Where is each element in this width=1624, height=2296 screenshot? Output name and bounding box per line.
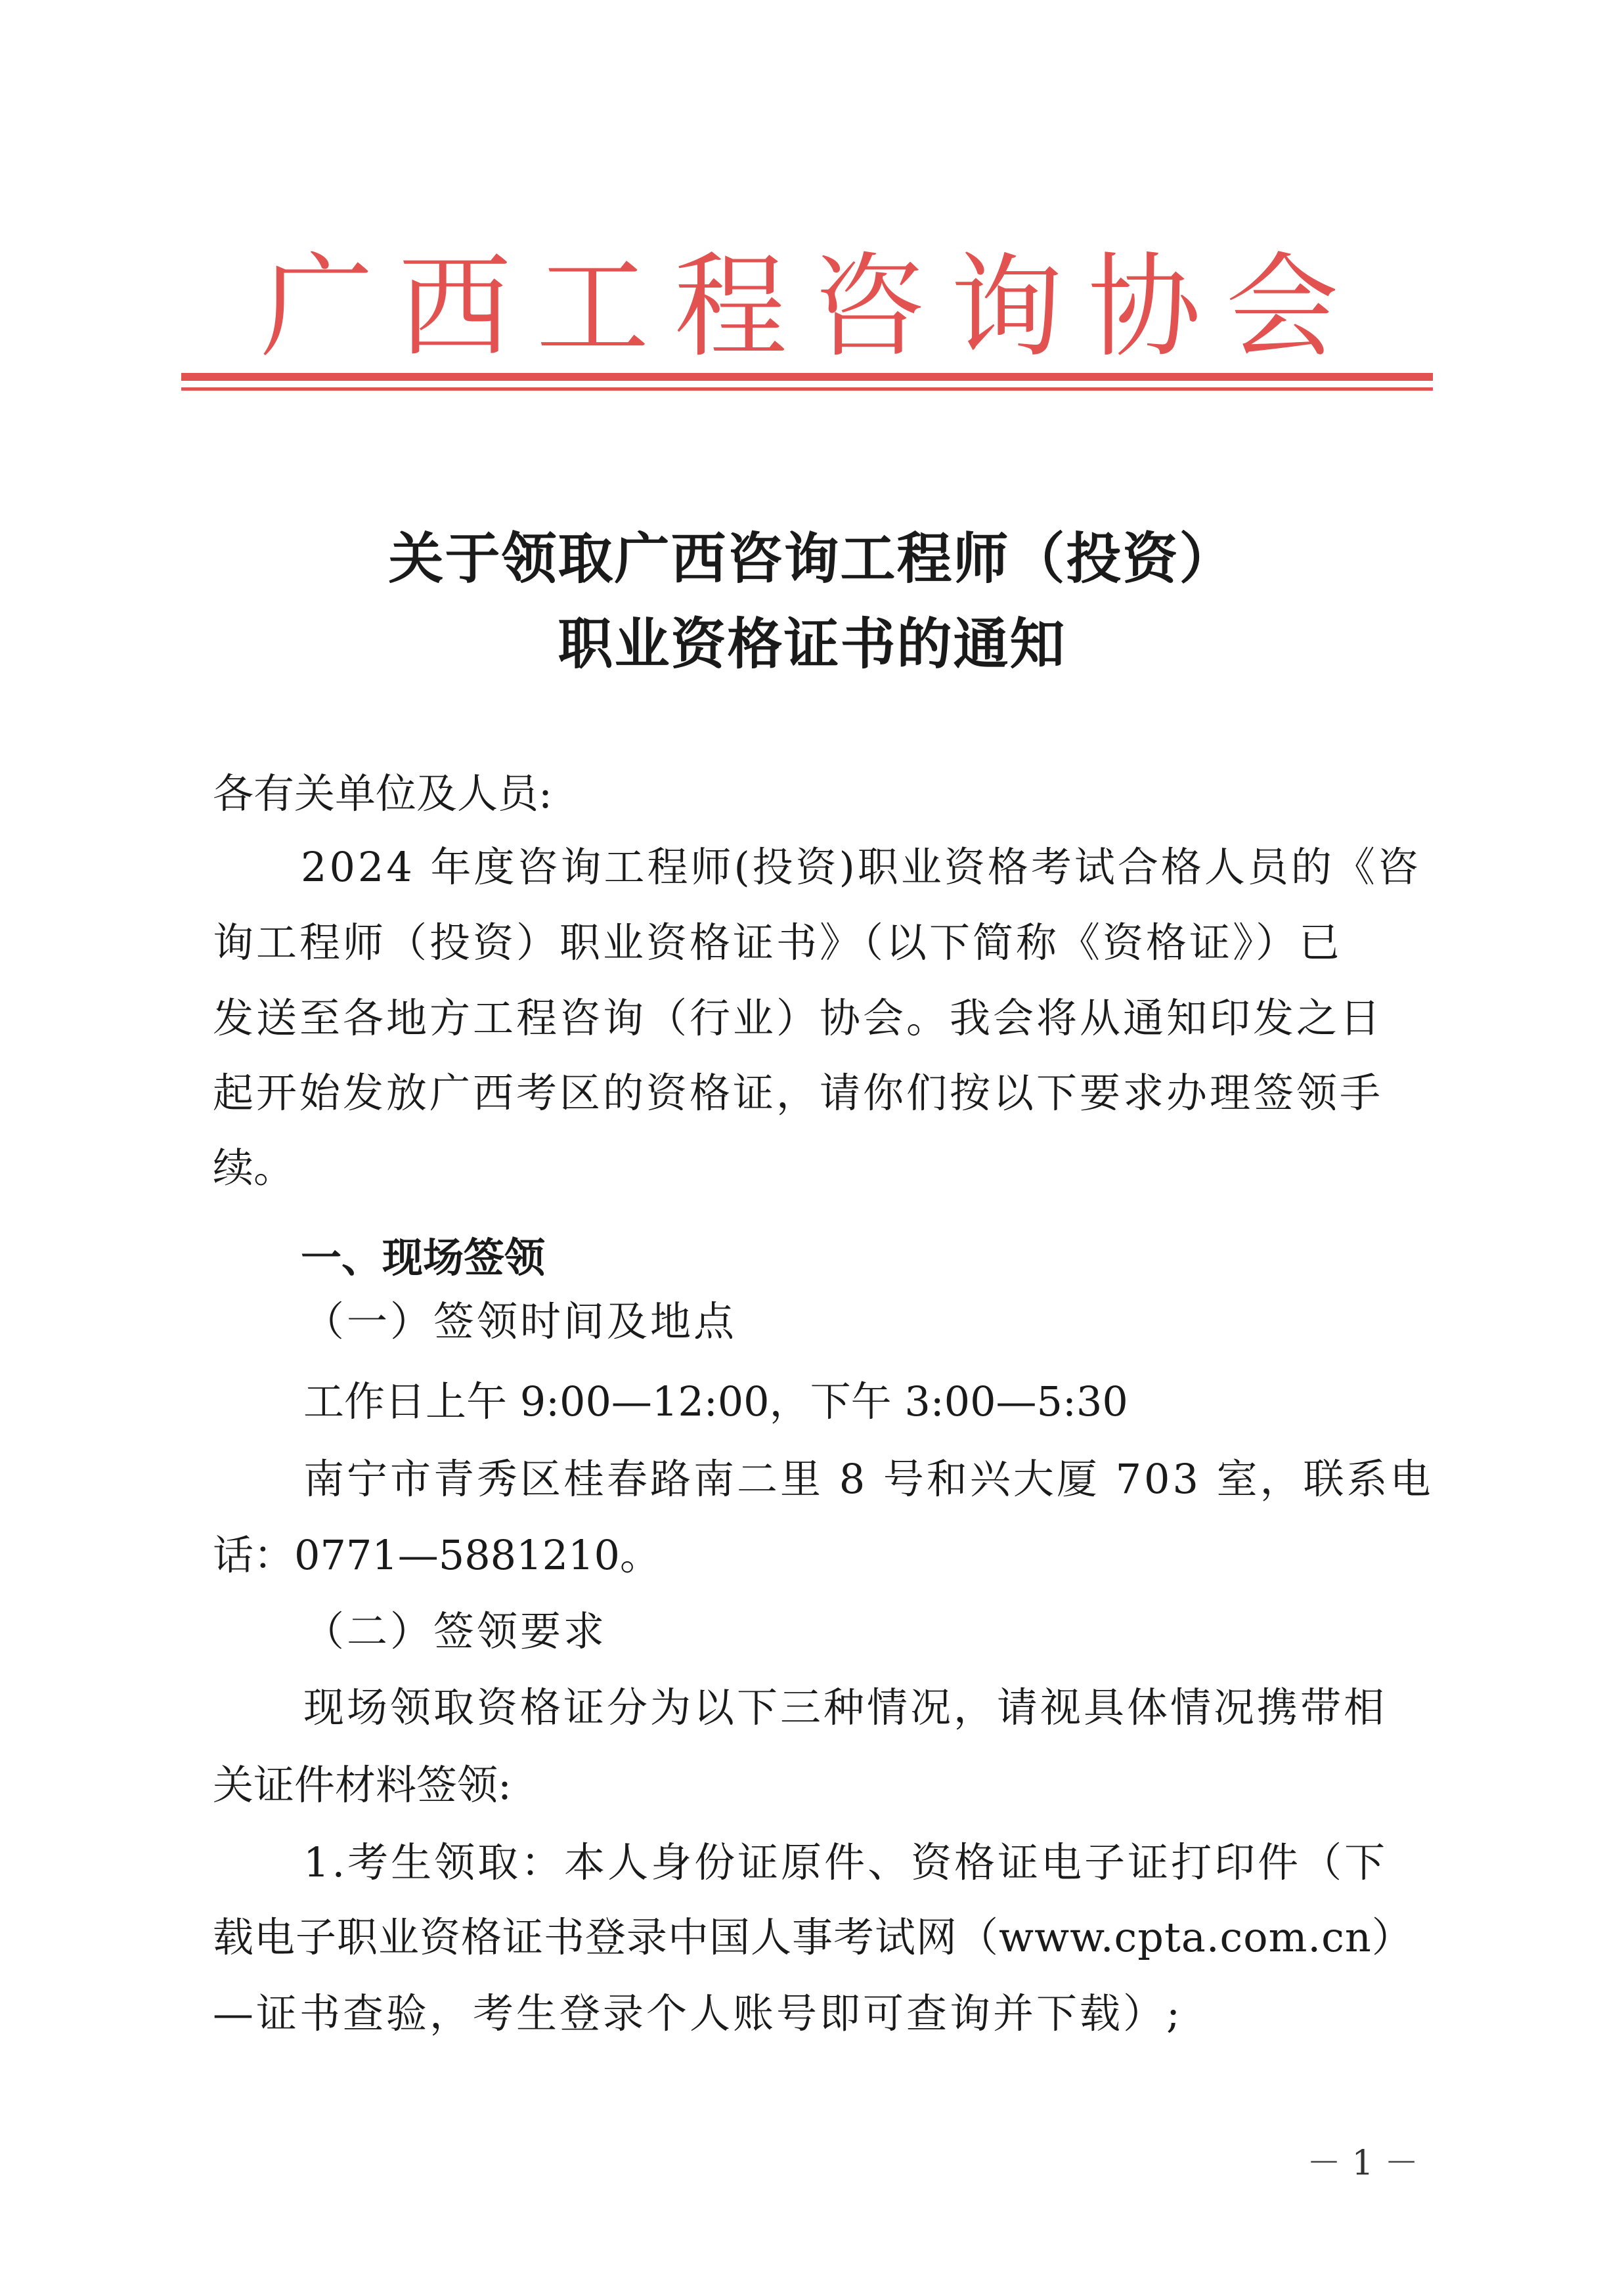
intro-line-4: 起开始发放广西考区的资格证，请你们按以下要求办理签领手 [213, 1069, 1384, 1117]
item-1-line-3: —证书查验，考生登录个人账号即可查询并下载）; [213, 1989, 1183, 2037]
item-1-line-1: 1.考生领取：本人身份证原件、资格证电子证打印件（下 [303, 1838, 1388, 1886]
intro-line-3: 发送至各地方工程咨询（行业）协会。我会将从通知印发之日 [213, 994, 1384, 1042]
requirement-line-2: 关证件材料签领: [213, 1761, 512, 1809]
notice-title-line-1: 关于领取广西咨询工程师（投资） [388, 527, 1236, 591]
intro-line-5: 续。 [213, 1144, 295, 1192]
organization-letterhead: 广西工程咨询协会 [260, 241, 1364, 373]
intro-line-1: 2024 年度咨询工程师(投资)职业资格考试合格人员的《咨 [301, 843, 1421, 891]
requirement-line-1: 现场领取资格证分为以下三种情况，请视具体情况携带相 [303, 1683, 1388, 1731]
letterhead-rule-thick [181, 373, 1433, 381]
notice-title-line-2: 职业资格证书的通知 [558, 612, 1066, 676]
section-1-heading: 一、现场签领 [301, 1234, 546, 1282]
page-number: － 1 － [1307, 2144, 1419, 2183]
subsection-2-heading: （二）签领要求 [303, 1607, 607, 1655]
intro-line-2: 询工程师（投资）职业资格证书》（以下简称《资格证》）已 [213, 919, 1343, 966]
address-line-2: 话：0771—5881210。 [213, 1531, 661, 1579]
office-hours: 工作日上午 9:00—12:00，下午 3:00—5:30 [303, 1377, 1128, 1425]
letterhead-rule-thin [181, 387, 1433, 391]
item-1-line-2: 载电子职业资格证书登录中国人事考试网（www.cpta.com.cn） [213, 1913, 1413, 1961]
subsection-1-heading: （一）签领时间及地点 [303, 1297, 737, 1345]
salutation: 各有关单位及人员: [213, 769, 552, 817]
address-line-1: 南宁市青秀区桂春路南二里 8 号和兴大厦 703 室，联系电 [303, 1455, 1434, 1503]
